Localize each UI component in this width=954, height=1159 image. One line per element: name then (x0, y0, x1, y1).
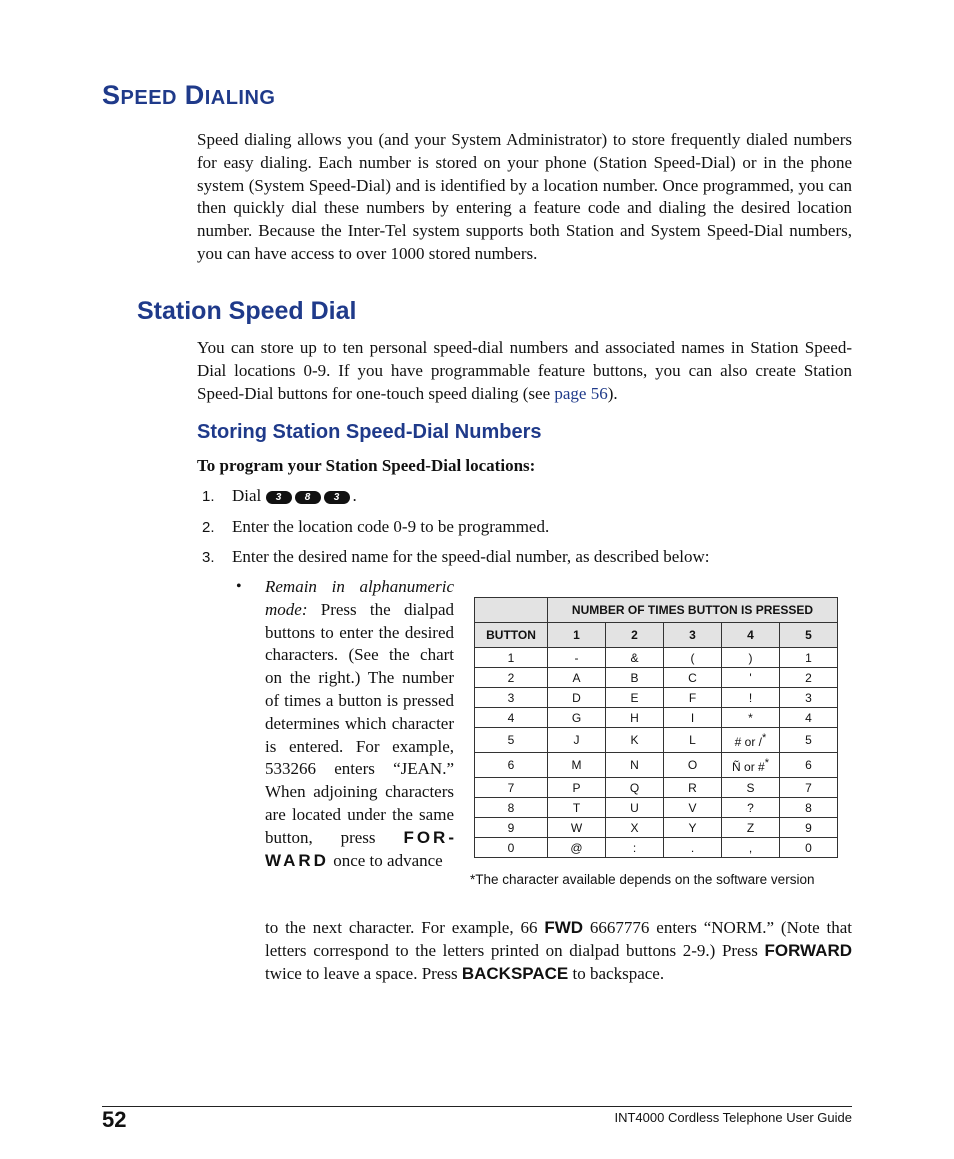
table-cell: 0 (780, 838, 838, 858)
table-cell: 8 (780, 798, 838, 818)
table-row (475, 753, 838, 778)
table-cell: 7 (780, 778, 838, 798)
section-paragraph: You can store up to ten personal speed-dial numbers and associated names in Station Speed-Dial locations 0-9. If you have programmable feature buttons, you can also create Station Speed-Dial buttons for one-touch speed dialing (see page 56). (197, 338, 852, 403)
table-cell: H (606, 708, 664, 728)
table-cell: . (664, 838, 722, 858)
table-footnote: *The character available depends on the software version (470, 872, 815, 887)
page-number: 52 (102, 1107, 127, 1132)
table-cell: 7 (475, 778, 548, 798)
table-cell: Ñ or #* (722, 753, 780, 778)
table-row (475, 818, 838, 838)
table-cell: , (722, 838, 780, 858)
table-row (475, 838, 838, 858)
table-corner (475, 598, 548, 623)
table-cell: 6 (780, 753, 838, 778)
bullet-text-continued: to the next character. For example, 66 FWD 6667776 enters “NORM.” (Note that letters correspond to the letters printed on dialpad buttons 2-9.) Press FORWARD twice to leave a space. Press BACKSPACE to backspace. (265, 918, 852, 983)
table-cell: 0 (475, 838, 548, 858)
table-cell: # or /* (722, 728, 780, 753)
table-cell: ) (722, 648, 780, 668)
table-cell: E (606, 688, 664, 708)
table-cell: 6 (475, 753, 548, 778)
table-cell: R (664, 778, 722, 798)
table-cell: B (606, 668, 664, 688)
table-row (475, 668, 838, 688)
table-cell: @ (548, 838, 606, 858)
table-cell: 4 (475, 708, 548, 728)
table-cell: ? (722, 798, 780, 818)
table-header-3: 3 (664, 623, 722, 648)
table-header-2: 2 (606, 623, 664, 648)
guide-title: INT4000 Cordless Telephone User Guide (614, 1110, 852, 1125)
table-cell: Q (606, 778, 664, 798)
table-cell: 1 (475, 648, 548, 668)
table-cell: * (722, 708, 780, 728)
table-cell: 4 (780, 708, 838, 728)
dial-key-8-icon: 8 (295, 491, 321, 504)
table-cell: 9 (475, 818, 548, 838)
table-cell: Z (722, 818, 780, 838)
footer-divider (102, 1106, 852, 1107)
table-header-4: 4 (722, 623, 780, 648)
table-cell: 5 (475, 728, 548, 753)
table-cell: 5 (780, 728, 838, 753)
bullet-text: Remain in alphanumeric mode: Press the dialpad buttons to enter the desired characters. (See the chart on the right.) The number of times a button is pressed determines which character is entered. For example, 533266 enters “JEAN.” When adjoining characters are located under the same button, press FORWARD once to advance (265, 577, 454, 870)
table-cell: & (606, 648, 664, 668)
table-cell: J (548, 728, 606, 753)
table-cell: F (664, 688, 722, 708)
procedure-lead: To program your Station Speed-Dial locations: (197, 456, 536, 475)
table-cell: N (606, 753, 664, 778)
table-cell: S (722, 778, 780, 798)
table-cell: U (606, 798, 664, 818)
table-cell: ' (722, 668, 780, 688)
table-cell: O (664, 753, 722, 778)
table-cell: : (606, 838, 664, 858)
table-cell: Y (664, 818, 722, 838)
bullet-icon: • (236, 578, 242, 595)
table-cell: 2 (475, 668, 548, 688)
table-cell: 3 (475, 688, 548, 708)
table-cell: P (548, 778, 606, 798)
page-link[interactable]: page 56 (554, 383, 608, 403)
table-cell: ( (664, 648, 722, 668)
table-cell: V (664, 798, 722, 818)
table-cell: 2 (780, 668, 838, 688)
page-title: SPEED DIALING (102, 80, 276, 110)
character-table (474, 597, 838, 858)
table-cell: 3 (780, 688, 838, 708)
table-cell: G (548, 708, 606, 728)
table-cell: D (548, 688, 606, 708)
table-cell: 1 (780, 648, 838, 668)
table-header-button: BUTTON (475, 623, 548, 648)
dial-key-3b-icon: 3 (324, 491, 350, 504)
footnote-star: * (762, 731, 767, 744)
table-row (475, 688, 838, 708)
dial-key-3-icon: 3 (266, 491, 292, 504)
table-header-1: 1 (548, 623, 606, 648)
table-cell: 9 (780, 818, 838, 838)
table-cell: A (548, 668, 606, 688)
table-cell: 8 (475, 798, 548, 818)
step-3: 3. Enter the desired name for the speed-dial number, as described below: (202, 547, 710, 566)
table-row (475, 708, 838, 728)
table-cell: ! (722, 688, 780, 708)
step-1: 1. Dial 3 8 3 . (202, 486, 357, 505)
table-cell: - (548, 648, 606, 668)
table-cell: I (664, 708, 722, 728)
table-row (475, 728, 838, 753)
subsection-heading: Storing Station Speed-Dial Numbers (197, 421, 542, 443)
table-cell: W (548, 818, 606, 838)
table-row (475, 648, 838, 668)
table-cell: K (606, 728, 664, 753)
section-heading: Station Speed Dial (137, 297, 357, 325)
table-cell: X (606, 818, 664, 838)
table-cell: C (664, 668, 722, 688)
table-group-header: NUMBER OF TIMES BUTTON IS PRESSED (548, 598, 838, 623)
footnote-star: * (764, 756, 769, 769)
table-cell: L (664, 728, 722, 753)
table-header-5: 5 (780, 623, 838, 648)
intro-paragraph: Speed dialing allows you (and your System Administrator) to store frequently dialed numbers for easy dialing. Each number is stored on your phone (Station Speed-Dial) or in the phone system (System Speed-Dial) and is identified by a location number. Once programmed, you can then quickly dial these numbers by entering a feature code and dialing the desired location number. Because the Inter-Tel system supports both Station and System Speed-Dial numbers, you can have access to over 1000 stored numbers. (197, 130, 852, 263)
step-2: 2. Enter the location code 0-9 to be programmed. (202, 517, 550, 536)
table-cell: M (548, 753, 606, 778)
table-row (475, 798, 838, 818)
table-row (475, 778, 838, 798)
table-cell: T (548, 798, 606, 818)
